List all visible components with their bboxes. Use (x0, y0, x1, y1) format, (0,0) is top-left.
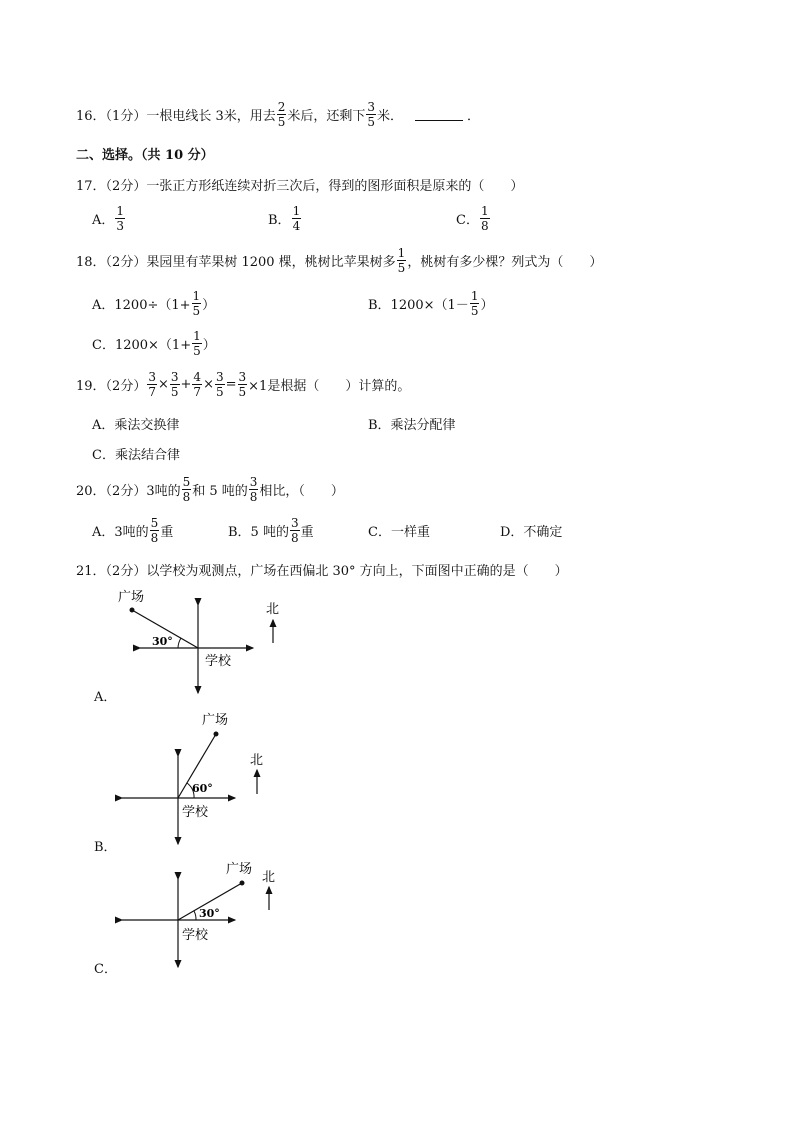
option-text: B．5 吨的 (228, 525, 289, 540)
question-18 (76, 246, 602, 275)
diagram-a (90, 585, 310, 700)
fraction (115, 204, 125, 233)
option-text: A．1200÷（1+ (92, 298, 191, 313)
denominator: 4 (292, 219, 301, 233)
fraction (215, 370, 225, 399)
option-text: 重 (300, 525, 314, 540)
numerator: 2 (277, 100, 286, 114)
denominator: 5 (470, 304, 479, 318)
q20-option-c[interactable]: C．一样重 (368, 525, 430, 540)
numerator: 1 (193, 329, 201, 343)
numerator: 3 (215, 370, 224, 384)
q16-text-1: 16．（1分）一根电线长 3米，用去 (76, 109, 276, 124)
option-label: C． (456, 213, 479, 228)
question-20 (76, 475, 344, 504)
place-label: 广场 (226, 862, 253, 877)
q16-text-2: 米后，还剩下 (287, 109, 366, 124)
q19-label: 19．（2分） (76, 379, 147, 394)
diagram-b (110, 708, 280, 848)
fraction (147, 370, 157, 399)
denominator: 5 (193, 344, 201, 358)
denominator: 7 (148, 385, 156, 399)
numerator: 1 (116, 204, 125, 218)
option-text: A．3吨的 (92, 525, 149, 540)
numerator: 5 (150, 516, 159, 530)
q16-text-3: 米． (377, 109, 404, 124)
school-label: 学校 (182, 805, 209, 820)
option-text: ） (202, 338, 216, 353)
numerator: 1 (470, 289, 479, 303)
option-text: 重 (160, 525, 174, 540)
fraction (470, 289, 480, 318)
numerator: 1 (292, 204, 301, 218)
fraction (150, 516, 160, 545)
fraction (249, 475, 259, 504)
q19-option-a[interactable]: A．乘法交换律 (92, 418, 180, 433)
angle-arc (194, 911, 196, 920)
denominator: 5 (277, 115, 286, 129)
denominator: 5 (192, 304, 201, 318)
place-label: 广场 (202, 713, 229, 728)
option-text: ） (202, 298, 216, 313)
q17-option-c[interactable] (456, 204, 491, 233)
north-label: 北 (266, 602, 280, 617)
question-21: 21．（2分）以学校为观测点，广场在西偏北 30° 方向上，下面图中正确的是（ ） (76, 564, 568, 579)
denominator: 8 (150, 531, 159, 545)
q20-option-d[interactable]: D．不确定 (500, 525, 563, 540)
fraction (238, 370, 248, 399)
fraction (397, 246, 407, 275)
numerator: 4 (193, 370, 202, 384)
question-16 (76, 100, 480, 129)
q20-text-1: 20．（2分）3吨的 (76, 484, 181, 499)
numerator: 1 (480, 204, 489, 218)
numerator: 5 (182, 475, 191, 489)
angle-label: 60° (192, 782, 213, 795)
denominator: 5 (367, 115, 376, 129)
operator: = (225, 377, 237, 392)
denominator: 7 (193, 385, 202, 399)
q20-option-a[interactable] (92, 516, 173, 545)
operator: + (180, 377, 192, 392)
q17-option-a[interactable] (92, 204, 126, 233)
numerator: 3 (367, 100, 376, 114)
numerator: 3 (170, 370, 179, 384)
answer-blank[interactable] (415, 108, 463, 121)
q16-end: ． (467, 109, 481, 124)
place-dot (240, 881, 245, 886)
fraction (192, 289, 202, 318)
angle-label: 30° (152, 635, 173, 648)
north-label: 北 (250, 753, 264, 768)
q21-option-c[interactable]: C． (94, 962, 117, 977)
denominator: 8 (290, 531, 299, 545)
fraction (277, 100, 287, 129)
school-label: 学校 (182, 928, 209, 943)
q18-text-2: ，桃树有多少棵？列式为（ ） (407, 255, 603, 270)
q18-option-a[interactable] (92, 289, 215, 318)
q19-option-b[interactable]: B．乘法分配律 (368, 418, 456, 433)
denominator: 5 (397, 261, 406, 275)
section-heading: 二、选择。（共 10 分） (76, 148, 214, 163)
place-dot (214, 732, 219, 737)
numerator: 3 (290, 516, 299, 530)
q19-option-c[interactable]: C．乘法结合律 (92, 448, 180, 463)
fraction (292, 204, 302, 233)
denominator: 8 (480, 219, 489, 233)
place-dot (130, 608, 135, 613)
q19-tail: ×1是根据（ ）计算的。 (248, 379, 411, 394)
question-19 (76, 370, 410, 399)
option-text: C．1200×（1+ (92, 338, 192, 353)
fraction (182, 475, 192, 504)
q21-option-a[interactable]: A． (94, 690, 117, 705)
q21-option-b[interactable]: B． (94, 840, 117, 855)
angle-arc (178, 638, 181, 648)
north-label: 北 (262, 870, 276, 885)
place-label: 广场 (118, 590, 145, 605)
diagram-c (110, 855, 290, 970)
q18-text-1: 18．（2分）果园里有苹果树 1200 棵，桃树比苹果树多 (76, 255, 396, 270)
numerator: 3 (238, 370, 247, 384)
denominator: 8 (249, 490, 258, 504)
q18-option-b[interactable] (368, 289, 493, 318)
fraction (480, 204, 490, 233)
numerator: 3 (148, 370, 156, 384)
numerator: 1 (397, 246, 406, 260)
operator: × (203, 377, 214, 392)
fraction (290, 516, 300, 545)
angle-label: 30° (199, 907, 220, 920)
q17-option-b[interactable] (268, 204, 302, 233)
school-label: 学校 (205, 654, 232, 669)
denominator: 3 (116, 219, 125, 233)
denominator: 5 (170, 385, 179, 399)
q20-text-3: 相比，（ ） (259, 484, 344, 499)
fraction (192, 370, 202, 399)
fraction (170, 370, 180, 399)
q20-text-2: 和 5 吨的 (192, 484, 248, 499)
q20-option-b[interactable] (228, 516, 314, 545)
option-text: B．1200×（1－ (368, 298, 469, 313)
denominator: 5 (238, 385, 247, 399)
question-17: 17．（2分）一张正方形纸连续对折三次后，得到的图形面积是原来的（ ） (76, 179, 524, 194)
option-text: ） (480, 298, 494, 313)
q18-option-c[interactable] (92, 329, 216, 358)
numerator: 1 (192, 289, 201, 303)
option-label: A． (92, 213, 115, 228)
fraction (192, 329, 202, 358)
denominator: 5 (215, 385, 224, 399)
fraction (366, 100, 376, 129)
denominator: 8 (182, 490, 191, 504)
operator: × (157, 377, 169, 392)
option-label: B． (268, 213, 291, 228)
numerator: 3 (249, 475, 258, 489)
